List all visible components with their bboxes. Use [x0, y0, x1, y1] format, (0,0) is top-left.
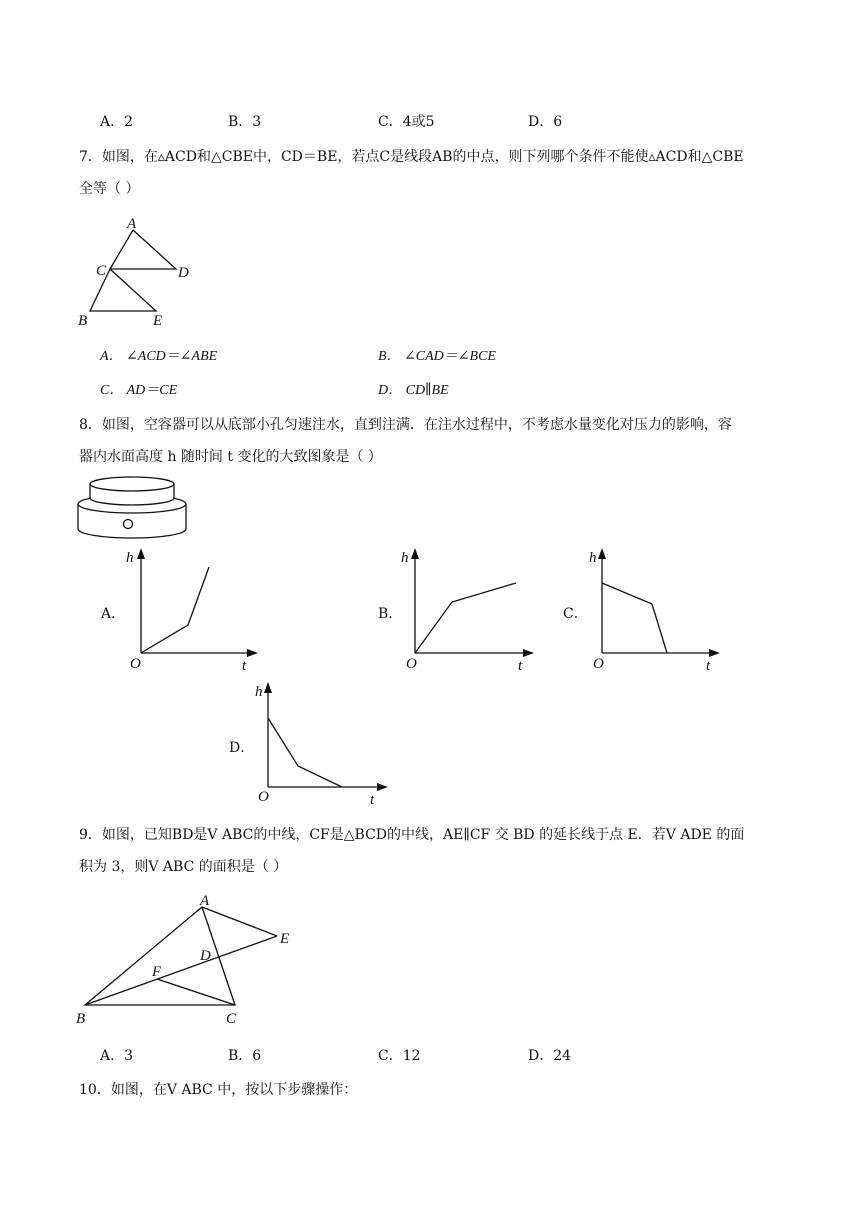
- q7-triangle-acd: [110, 230, 176, 269]
- q8-graph-d-origin: O: [258, 789, 269, 805]
- q7-stem-line2: 全等（ ）: [79, 181, 140, 197]
- q7-label-d: D: [178, 265, 189, 281]
- q8-graph-b-ylabel: h: [401, 550, 409, 566]
- q8-graph-d[interactable]: [252, 680, 392, 808]
- q7-stem-line1: 7．如图，在▵ACD和△CBE中，CD＝BE，若点C是线段AB的中点，则下列哪个条件不能使▵ACD和△CBE: [79, 149, 744, 165]
- q6-option-b[interactable]: B．3: [228, 114, 262, 130]
- q8-stem-line2: 器内水面高度 h 随时间 t 变化的大致图象是（ ）: [79, 449, 382, 465]
- q7-option-b[interactable]: B． ∠CAD＝∠BCE: [378, 349, 496, 364]
- q9-option-c[interactable]: C．12: [378, 1048, 421, 1064]
- q7-label-a: A: [127, 216, 137, 232]
- q8-option-d-label[interactable]: D．: [229, 740, 255, 756]
- q7-option-c[interactable]: C． AD＝CE: [100, 383, 178, 398]
- q9-stem-line2: 积为 3，则V ABC 的面积是（ ）: [79, 859, 288, 875]
- q8-graph-a-origin: O: [130, 656, 141, 672]
- q8-graph-a[interactable]: [122, 546, 262, 674]
- q8-option-a-label[interactable]: A．: [101, 606, 126, 622]
- q8-graph-d-xlabel: t: [370, 792, 375, 808]
- q9-stem-line1: 9．如图，已知BD是V ABC的中线，CF是△BCD的中线，AE∥CF 交 BD 的延长线于点 E．若V ADE 的面: [79, 827, 745, 843]
- q8-graph-c[interactable]: [586, 546, 726, 674]
- q9-label-f: F: [152, 964, 162, 980]
- q8-graph-d-ylabel: h: [255, 684, 263, 700]
- q9-segment-be: [85, 936, 277, 1005]
- q6-option-a[interactable]: A．2: [100, 114, 134, 130]
- q9-triangle-abc: [85, 907, 235, 1005]
- q9-segment-ae: [202, 907, 277, 936]
- q9-option-d[interactable]: D．24: [528, 1048, 572, 1064]
- q9-label-a: A: [200, 893, 210, 909]
- q6-option-d[interactable]: D．6: [528, 114, 563, 130]
- q7-label-e: E: [153, 313, 163, 329]
- q9-label-d: D: [200, 948, 211, 964]
- q8-stem-line1: 8．如图，空容器可以从底部小孔匀速注水，直到注满．在注水过程中，不考虑水量变化对压力的影响，容: [79, 417, 732, 433]
- q7-option-a[interactable]: A． ∠ACD＝∠ABE: [100, 349, 218, 364]
- q9-label-e: E: [280, 931, 290, 947]
- q9-option-b[interactable]: B．6: [228, 1048, 262, 1064]
- q7-figure: [70, 212, 210, 332]
- q8-graph-c-ylabel: h: [589, 550, 597, 566]
- q9-figure: [72, 890, 302, 1030]
- q8-graph-b-xlabel: t: [518, 658, 523, 674]
- q6-option-c[interactable]: C．4或5: [378, 114, 435, 130]
- q8-option-b-label[interactable]: B．: [378, 606, 403, 622]
- q8-option-c-label[interactable]: C．: [563, 606, 588, 622]
- q8-graph-b-origin: O: [406, 656, 417, 672]
- q8-graph-a-xlabel: t: [242, 658, 247, 674]
- q8-graph-d-curve: [268, 718, 342, 787]
- q8-graph-a-ylabel: h: [126, 550, 134, 566]
- q8-graph-c-curve: [602, 583, 667, 653]
- q8-graph-b[interactable]: [398, 546, 538, 674]
- q7-option-d[interactable]: D． CD∥BE: [378, 383, 449, 398]
- q8-graph-c-xlabel: t: [706, 658, 711, 674]
- q9-segment-fc: [157, 979, 235, 1005]
- q10-stem-line1: 10．如图，在V ABC 中，按以下步骤操作：: [79, 1082, 358, 1098]
- q9-label-c: C: [226, 1011, 237, 1027]
- q8-container-hole: [124, 520, 133, 529]
- q7-label-b: B: [78, 313, 88, 329]
- q9-label-b: B: [76, 1011, 86, 1027]
- q8-graph-a-curve: [141, 567, 209, 653]
- q8-container-figure: [76, 474, 188, 542]
- q8-graph-b-curve: [415, 583, 516, 653]
- q8-graph-c-origin: O: [593, 656, 604, 672]
- q7-label-c: C: [96, 263, 107, 279]
- q9-option-a[interactable]: A．3: [100, 1048, 134, 1064]
